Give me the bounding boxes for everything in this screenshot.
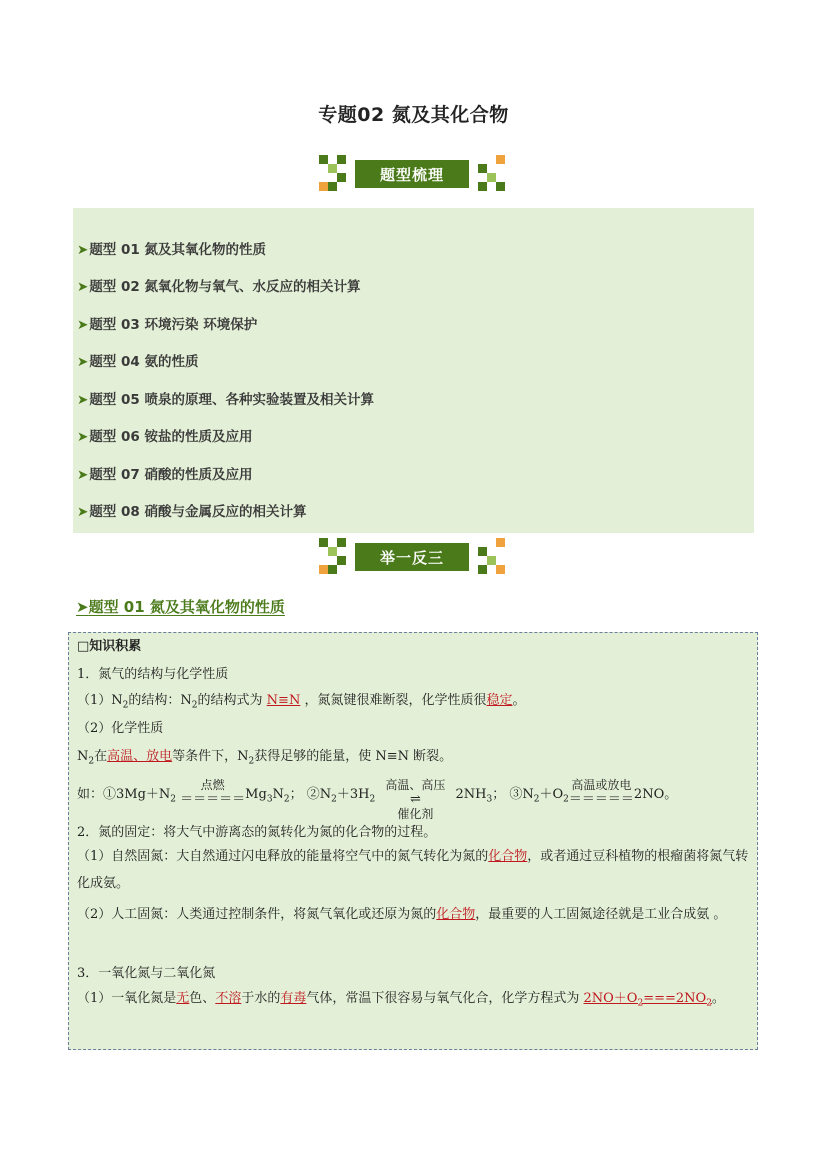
answer-text: 有毒 <box>280 991 307 1006</box>
page-title: 专题02 氮及其化合物 <box>318 104 509 126</box>
answer-text: 化合物 <box>436 907 476 922</box>
arrow-icon: ➤ <box>77 354 89 370</box>
arrow-icon: ➤ <box>77 242 89 258</box>
answer-text: 无 <box>176 991 190 1006</box>
answer-text: 化合物 <box>488 849 528 864</box>
section-heading: ➤题型 01 氮及其氧化物的性质 <box>76 598 285 616</box>
arrow-icon: ➤ <box>77 392 89 408</box>
banner-title: 题型梳理 <box>355 160 469 188</box>
arrow-icon: ➤ <box>77 504 89 520</box>
toc-item[interactable]: ➤题型 04 氨的性质 <box>77 354 199 370</box>
answer-text: 高温、放电 <box>107 749 173 764</box>
answer-text: $2NO+O_2===2NO_2$ <box>583 991 712 1009</box>
knowledge-line: （2）人工固氮：人类通过控制条件，将氮气氧化或还原为氮的化合物，最重要的人工固氮途径就是工业合成氨 。 <box>77 907 727 922</box>
toc-item[interactable]: ➤题型 01 氮及其氧化物的性质 <box>77 242 266 258</box>
answer-text: 不溶 <box>215 991 242 1006</box>
toc-item[interactable]: ➤题型 08 硝酸与金属反应的相关计算 <box>77 504 307 520</box>
arrow-icon: ➤ <box>77 429 89 445</box>
answer-text: N≡N <box>266 693 301 708</box>
arrow-icon: ➤ <box>76 598 89 616</box>
toc-item[interactable]: ➤题型 05 喷泉的原理、各种实验装置及相关计算 <box>77 392 374 408</box>
answer-text: 稳定 <box>486 693 513 708</box>
knowledge-line: （1）自然固氮：大自然通过闪电释放的能量将空气中的氮气转化为氮的化合物，或者通过豆科植物的根瘤菌将氮气转化成氨。 <box>77 849 749 891</box>
arrow-icon: ➤ <box>77 467 89 483</box>
section-banner-outline <box>317 155 507 193</box>
arrow-icon: ➤ <box>77 317 89 333</box>
knowledge-line: $(1)N_2$的结构：$N_2$的结构式为 N≡N ，氮氮键很难断裂，化学性质很稳定。 <box>77 693 526 711</box>
knowledge-heading: □知识积累 <box>77 639 142 654</box>
toc-item[interactable]: ➤题型 03 环境污染 环境保护 <box>77 317 258 333</box>
section-banner-practice <box>317 538 507 576</box>
knowledge-line: （2）化学性质 <box>77 721 164 736</box>
toc-item[interactable]: ➤题型 02 氮氧化物与氧气、水反应的相关计算 <box>77 279 361 295</box>
knowledge-line: 2．氮的固定：将大气中游离态的氮转化为氮的化合物的过程。 <box>77 825 437 840</box>
knowledge-line: 1．氮气的结构与化学性质 <box>77 667 229 682</box>
arrow-icon: ➤ <box>77 279 89 295</box>
topic-outline-panel <box>73 208 754 533</box>
toc-item[interactable]: ➤题型 07 硝酸的性质及应用 <box>77 467 253 483</box>
banner-title: 举一反三 <box>355 543 469 571</box>
knowledge-line: 3．一氧化氮与二氧化氮 <box>77 966 216 981</box>
knowledge-panel <box>68 632 758 1050</box>
knowledge-line: （1）一氧化氮是无色、不溶于水的有毒气体，常温下很容易与氧气化合，化学方程式为 $2NO+O_2===2NO_2$。 <box>77 991 725 1009</box>
reaction-equations: 如：$①3Mg+N_2$ 点燃 $=====Mg_3N_2$； $②N_2+3H_2$ 高温、高压 催化剂 ⇌ $2NH_3$； $③N_2+O_2$ 高温或放电 ＝＝＝＝＝2NO。 <box>77 777 678 821</box>
knowledge-line: $N_2$在高温、放电等条件下，$N_2$获得足够的能量，使 N≡N 断裂。 <box>77 749 453 767</box>
toc-item[interactable]: ➤题型 06 铵盐的性质及应用 <box>77 429 253 445</box>
